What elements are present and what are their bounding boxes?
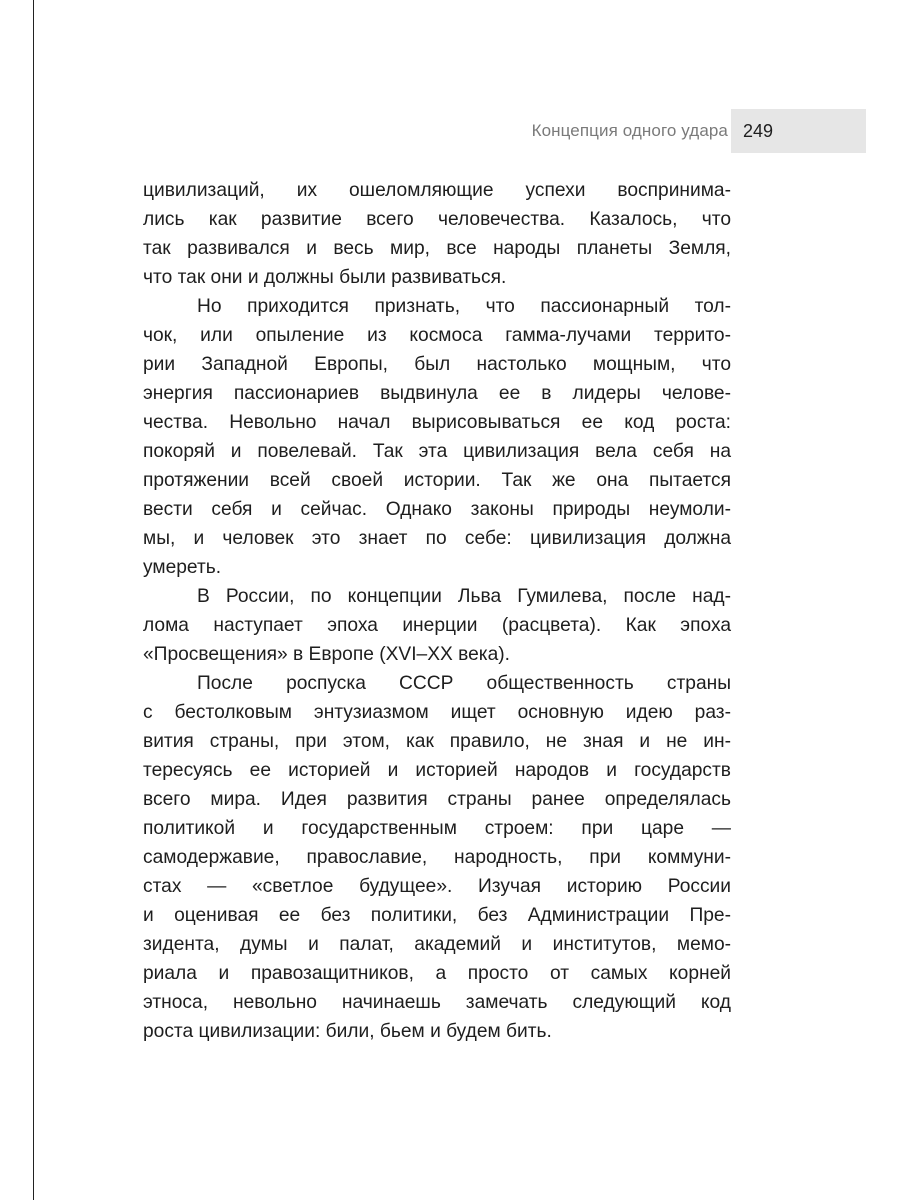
text-line: лись как развитие всего человечества. Казалось, что bbox=[143, 209, 731, 230]
text-line: После роспуска СССР общественность страны bbox=[197, 673, 731, 694]
text-line: этноса, невольно начинаешь замечать следующий код bbox=[143, 992, 731, 1013]
text-line: зидента, думы и палат, академий и институтов, мемо- bbox=[143, 934, 731, 955]
body-text bbox=[143, 176, 731, 1046]
page-number-box bbox=[731, 109, 866, 153]
text-line: с бестолковым энтузиазмом ищет основную идею раз- bbox=[143, 702, 731, 723]
text-line: чества. Невольно начал вырисовываться ее код роста: bbox=[143, 412, 731, 433]
text-line: тересуясь ее историей и историей народов и государств bbox=[143, 760, 731, 781]
text-line: стах — «светлое будущее». Изучая историю России bbox=[143, 876, 731, 897]
running-header bbox=[0, 109, 866, 153]
text-line: политикой и государственным строем: при царе — bbox=[143, 818, 731, 839]
page-spine-line bbox=[33, 0, 34, 1200]
text-line: риала и правозащитников, а просто от самых корней bbox=[143, 963, 731, 984]
paragraph-2 bbox=[143, 292, 731, 582]
text-line: рии Западной Европы, был настолько мощным, что bbox=[143, 354, 731, 375]
running-title: Концепция одного удара bbox=[531, 121, 728, 140]
paragraph-4 bbox=[143, 669, 731, 1046]
text-line: протяжении всей своей истории. Так же она пытается bbox=[143, 470, 731, 491]
text-line: чок, или опыление из космоса гамма-лучами террито- bbox=[143, 325, 731, 346]
text-line: Но приходится признать, что пассионарный тол- bbox=[197, 296, 731, 317]
text-line: энергия пассионариев выдвинула ее в лидеры челове- bbox=[143, 383, 731, 404]
page-number: 249 bbox=[743, 121, 774, 141]
text-line: самодержавие, православие, народность, при коммуни- bbox=[143, 847, 731, 868]
text-line: что так они и должны были развиваться. bbox=[143, 267, 507, 288]
text-line: цивилизаций, их ошеломляющие успехи воспринима- bbox=[143, 180, 731, 201]
text-line: В России, по концепции Льва Гумилева, после над- bbox=[197, 586, 731, 607]
text-line: умереть. bbox=[143, 557, 222, 578]
text-line: так развивался и весь мир, все народы планеты Земля, bbox=[143, 238, 731, 259]
paragraph-1 bbox=[143, 176, 731, 292]
text-line: и оценивая ее без политики, без Администрации Пре- bbox=[143, 905, 731, 926]
text-line: покоряй и повелевай. Так эта цивилизация вела себя на bbox=[143, 441, 731, 462]
text-line: мы, и человек это знает по себе: цивилизация должна bbox=[143, 528, 731, 549]
text-line: «Просвещения» в Европе (XVI–XX века). bbox=[143, 644, 511, 665]
text-line: вития страны, при этом, как правило, не зная и не ин- bbox=[143, 731, 731, 752]
text-line: роста цивилизации: били, бьем и будем бить. bbox=[143, 1021, 552, 1042]
text-line: лома наступает эпоха инерции (расцвета). Как эпоха bbox=[143, 615, 731, 636]
paragraph-3 bbox=[143, 582, 731, 669]
text-line: всего мира. Идея развития страны ранее определялась bbox=[143, 789, 731, 810]
text-line: вести себя и сейчас. Однако законы природы неумоли- bbox=[143, 499, 731, 520]
